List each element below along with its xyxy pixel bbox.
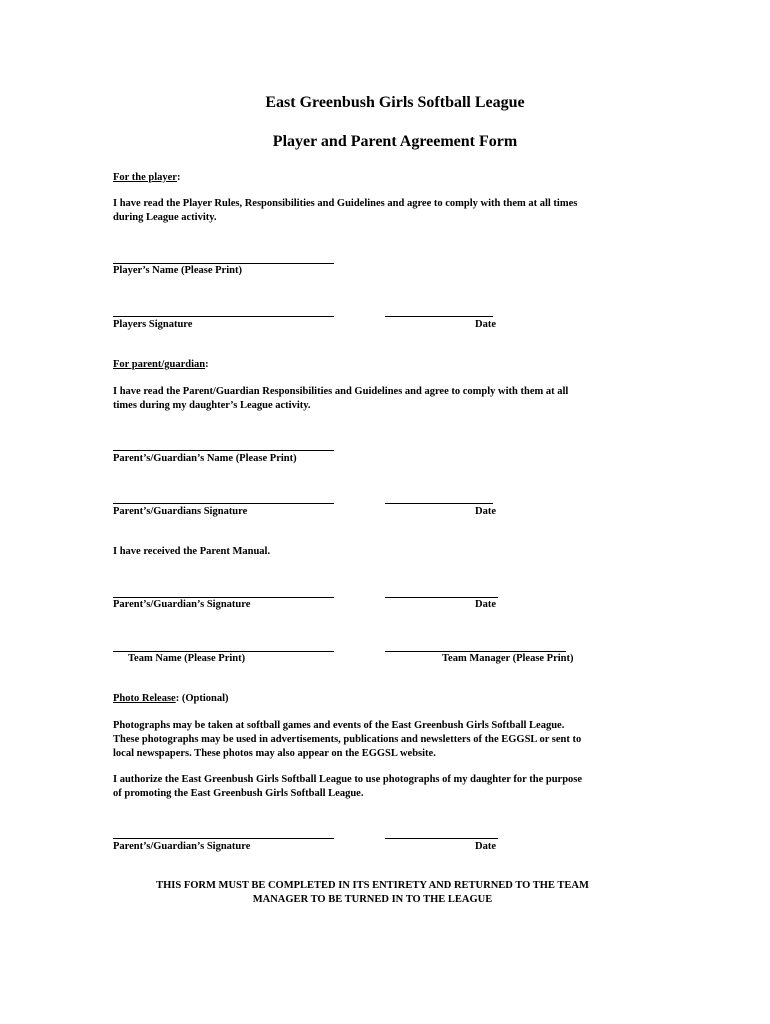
- team-name-label: Team Name (Please Print): [128, 653, 246, 664]
- parent-agreement-line1: I have read the Parent/Guardian Responsibilities and Guidelines and agree to comply with them at all: [113, 386, 569, 397]
- parent-name-line[interactable]: [113, 450, 334, 451]
- photo-signature-line[interactable]: [113, 838, 334, 839]
- photo-heading-text: Photo Release: [113, 693, 176, 704]
- footer-line2: MANAGER TO BE TURNED IN TO THE LEAGUE: [252, 894, 493, 905]
- player-signature-line[interactable]: [113, 316, 334, 317]
- form-title: Player and Parent Agreement Form: [272, 133, 518, 150]
- parent-date-label: Date: [475, 506, 496, 517]
- manual-signature-label: Parent’s/Guardian’s Signature: [113, 599, 251, 610]
- parent-signature-label: Parent’s/Guardians Signature: [113, 506, 248, 517]
- manual-date-label: Date: [475, 599, 496, 610]
- player-date-label: Date: [475, 319, 496, 330]
- photo-date-line[interactable]: [385, 838, 498, 839]
- photo-signature-label: Parent’s/Guardian’s Signature: [113, 841, 251, 852]
- photo-para1-line2: These photographs may be used in advertisements, publications and newsletters of the EGGSL or sent to: [113, 734, 582, 745]
- player-agreement-line2: during League activity.: [113, 212, 217, 223]
- parent-agreement-line2: times during my daughter’s League activity.: [113, 400, 311, 411]
- parent-name-label: Parent’s/Guardian’s Name (Please Print): [113, 453, 297, 464]
- team-manager-label: Team Manager (Please Print): [442, 653, 574, 664]
- player-heading-text: For the player: [113, 172, 177, 183]
- parent-signature-line[interactable]: [113, 503, 334, 504]
- footer-line1: THIS FORM MUST BE COMPLETED IN ITS ENTIRETY AND RETURNED TO THE TEAM: [156, 880, 589, 891]
- player-agreement-line1: I have read the Player Rules, Responsibilities and Guidelines and agree to comply with them at all times: [113, 198, 578, 209]
- photo-para1-line1: Photographs may be taken at softball games and events of the East Greenbush Girls Softball League.: [113, 720, 565, 731]
- photo-heading-suffix: : (Optional): [175, 693, 229, 704]
- photo-heading: [113, 692, 229, 706]
- player-heading: [113, 171, 180, 185]
- photo-date-label: Date: [475, 841, 496, 852]
- player-heading-suffix: :: [176, 172, 181, 183]
- manual-statement: I have received the Parent Manual.: [113, 546, 271, 557]
- photo-para1-line3: local newspapers. These photos may also appear on the EGGSL website.: [113, 748, 436, 759]
- parent-heading-text: For parent/guardian: [113, 359, 206, 370]
- photo-para2-line2: of promoting the East Greenbush Girls Softball League.: [113, 788, 364, 799]
- player-date-line[interactable]: [385, 316, 493, 317]
- player-name-label: Player’s Name (Please Print): [113, 265, 242, 276]
- parent-date-line[interactable]: [385, 503, 493, 504]
- org-title: East Greenbush Girls Softball League: [265, 94, 525, 111]
- player-signature-label: Players Signature: [113, 319, 193, 330]
- parent-heading: [113, 358, 209, 372]
- parent-heading-suffix: :: [205, 359, 209, 370]
- photo-para2-line1: I authorize the East Greenbush Girls Softball League to use photographs of my daughter for the purpose: [113, 774, 583, 785]
